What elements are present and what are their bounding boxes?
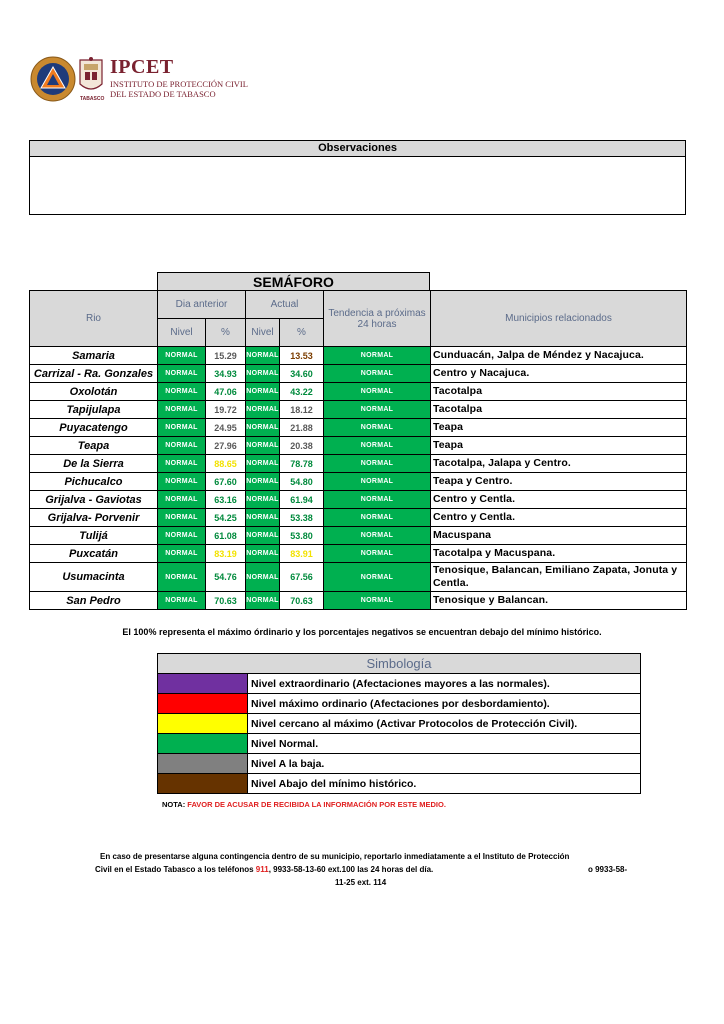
header-pct-anterior: % xyxy=(206,319,246,347)
simbologia-row xyxy=(158,774,641,794)
simbologia-row xyxy=(158,674,641,694)
header-municipios: Municipios relacionados xyxy=(431,291,687,347)
rio-name: Pichucalco xyxy=(30,473,158,491)
pct-actual: 53.38 xyxy=(280,509,324,527)
color-swatch xyxy=(158,674,248,694)
nivel-anterior: NORMAL xyxy=(158,491,206,509)
nivel-anterior: NORMAL xyxy=(158,473,206,491)
municipios: Centro y Centla. xyxy=(431,491,687,509)
tendencia: NORMAL xyxy=(324,491,431,509)
pct-anterior: 47.06 xyxy=(206,383,246,401)
nivel-anterior: NORMAL xyxy=(158,365,206,383)
table-row xyxy=(30,527,687,545)
pct-anterior: 15.29 xyxy=(206,347,246,365)
header-tendencia: Tendencia a próximas 24 horas xyxy=(324,291,431,347)
rio-name: Puxcatán xyxy=(30,545,158,563)
rio-name: Grijalva- Porvenir xyxy=(30,509,158,527)
tendencia: NORMAL xyxy=(324,347,431,365)
tabasco-crest-logo xyxy=(78,56,104,100)
semaforo-table xyxy=(29,290,687,610)
nivel-actual: NORMAL xyxy=(246,545,280,563)
color-swatch xyxy=(158,754,248,774)
simbologia-row xyxy=(158,754,641,774)
header-rio: Rio xyxy=(30,291,158,347)
municipios: Teapa y Centro. xyxy=(431,473,687,491)
table-row xyxy=(30,473,687,491)
tendencia: NORMAL xyxy=(324,401,431,419)
rio-name: Grijalva - Gaviotas xyxy=(30,491,158,509)
pct-actual: 53.80 xyxy=(280,527,324,545)
pct-anterior: 70.63 xyxy=(206,592,246,610)
header-actual: Actual xyxy=(246,291,324,319)
rio-name: Tulijá xyxy=(30,527,158,545)
footer-line1: En caso de presentarse alguna contingencia dentro de su municipio, reportarlo inmediatamente a el Instituto de Protección xyxy=(100,852,570,861)
rio-name: San Pedro xyxy=(30,592,158,610)
table-row xyxy=(30,491,687,509)
nota-prefix: NOTA: xyxy=(162,800,188,809)
tendencia: NORMAL xyxy=(324,419,431,437)
nivel-anterior: NORMAL xyxy=(158,563,206,592)
pct-actual: 18.12 xyxy=(280,401,324,419)
municipios: Tacotalpa y Macuspana. xyxy=(431,545,687,563)
municipios: Teapa xyxy=(431,419,687,437)
tendencia: NORMAL xyxy=(324,527,431,545)
nivel-anterior: NORMAL xyxy=(158,527,206,545)
footer-line2b: , 9933-58-13-60 ext.100 las 24 horas del día. xyxy=(268,865,434,874)
observaciones-box xyxy=(29,140,686,215)
crest-label: TABASCO xyxy=(80,96,105,102)
tendencia: NORMAL xyxy=(324,545,431,563)
pct-actual: 54.80 xyxy=(280,473,324,491)
tendencia: NORMAL xyxy=(324,383,431,401)
municipios: Macuspana xyxy=(431,527,687,545)
nivel-anterior: NORMAL xyxy=(158,401,206,419)
table-row xyxy=(30,401,687,419)
tendencia: NORMAL xyxy=(324,473,431,491)
municipios: Tacotalpa, Jalapa y Centro. xyxy=(431,455,687,473)
municipios: Tacotalpa xyxy=(431,383,687,401)
table-row xyxy=(30,563,687,592)
municipios: Centro y Nacajuca. xyxy=(431,365,687,383)
pct-actual: 20.38 xyxy=(280,437,324,455)
simbologia-row xyxy=(158,694,641,714)
org-name-line2: DEL ESTADO DE TABASCO xyxy=(110,89,216,99)
footer-line2a: Civil en el Estado Tabasco a los teléfonos xyxy=(95,865,256,874)
nivel-anterior: NORMAL xyxy=(158,545,206,563)
civil-protection-seal-logo xyxy=(30,56,76,102)
nivel-actual: NORMAL xyxy=(246,455,280,473)
nota-line xyxy=(162,800,446,809)
rio-name: Teapa xyxy=(30,437,158,455)
simbologia-row xyxy=(158,714,641,734)
percentage-note: El 100% representa el máximo órdinario y los porcentajes negativos se encuentran debajo del mínimo histórico. xyxy=(122,627,602,637)
rio-name: Puyacatengo xyxy=(30,419,158,437)
rio-name: Tapijulapa xyxy=(30,401,158,419)
rio-name: Oxolotán xyxy=(30,383,158,401)
semaforo-rows xyxy=(30,347,687,610)
rio-name: Usumacinta xyxy=(30,563,158,592)
header-nivel-actual: Nivel xyxy=(246,319,280,347)
org-acronym: IPCET xyxy=(110,56,174,78)
simbologia-label: Nivel Normal. xyxy=(248,734,641,754)
semaforo-title: SEMÁFORO xyxy=(157,272,430,290)
nivel-actual: NORMAL xyxy=(246,527,280,545)
nivel-actual: NORMAL xyxy=(246,347,280,365)
pct-anterior: 27.96 xyxy=(206,437,246,455)
header-pct-actual: % xyxy=(280,319,324,347)
table-row xyxy=(30,383,687,401)
table-row xyxy=(30,509,687,527)
pct-anterior: 83.19 xyxy=(206,545,246,563)
pct-anterior: 34.93 xyxy=(206,365,246,383)
pct-actual: 70.63 xyxy=(280,592,324,610)
nivel-actual: NORMAL xyxy=(246,437,280,455)
tendencia: NORMAL xyxy=(324,592,431,610)
pct-anterior: 24.95 xyxy=(206,419,246,437)
nivel-actual: NORMAL xyxy=(246,592,280,610)
color-swatch xyxy=(158,694,248,714)
observaciones-title: Observaciones xyxy=(30,141,685,157)
simbologia-items xyxy=(158,674,641,794)
color-swatch xyxy=(158,714,248,734)
pct-anterior: 54.25 xyxy=(206,509,246,527)
nivel-actual: NORMAL xyxy=(246,419,280,437)
simbologia-label: Nivel cercano al máximo (Activar Protocolos de Protección Civil). xyxy=(248,714,641,734)
pct-anterior: 61.08 xyxy=(206,527,246,545)
rio-name: Samaria xyxy=(30,347,158,365)
footer-phone-911: 911 xyxy=(255,865,269,874)
table-row xyxy=(30,592,687,610)
color-swatch xyxy=(158,774,248,794)
pct-anterior: 54.76 xyxy=(206,563,246,592)
simbologia-title: Simbología xyxy=(158,654,641,674)
nivel-anterior: NORMAL xyxy=(158,592,206,610)
nivel-actual: NORMAL xyxy=(246,509,280,527)
footer-line2 xyxy=(95,863,433,876)
nivel-actual: NORMAL xyxy=(246,473,280,491)
pct-anterior: 63.16 xyxy=(206,491,246,509)
nivel-anterior: NORMAL xyxy=(158,383,206,401)
table-row xyxy=(30,365,687,383)
nivel-actual: NORMAL xyxy=(246,563,280,592)
pct-actual: 61.94 xyxy=(280,491,324,509)
nivel-anterior: NORMAL xyxy=(158,509,206,527)
municipios: Tacotalpa xyxy=(431,401,687,419)
pct-anterior: 19.72 xyxy=(206,401,246,419)
tendencia: NORMAL xyxy=(324,563,431,592)
pct-actual: 21.88 xyxy=(280,419,324,437)
nivel-anterior: NORMAL xyxy=(158,419,206,437)
nivel-anterior: NORMAL xyxy=(158,347,206,365)
simbologia-table xyxy=(157,653,641,794)
tendencia: NORMAL xyxy=(324,509,431,527)
table-row xyxy=(30,455,687,473)
nivel-actual: NORMAL xyxy=(246,401,280,419)
nivel-actual: NORMAL xyxy=(246,365,280,383)
footer-line2c: o 9933-58- xyxy=(588,865,628,874)
header-nivel-anterior: Nivel xyxy=(158,319,206,347)
table-row xyxy=(30,545,687,563)
pct-actual: 43.22 xyxy=(280,383,324,401)
table-row xyxy=(30,419,687,437)
header-dia-anterior: Dia anterior xyxy=(158,291,246,319)
simbologia-label: Nivel máximo ordinario (Afectaciones por desbordamiento). xyxy=(248,694,641,714)
simbologia-label: Nivel A la baja. xyxy=(248,754,641,774)
nivel-anterior: NORMAL xyxy=(158,437,206,455)
tendencia: NORMAL xyxy=(324,437,431,455)
municipios: Tenosique y Balancan. xyxy=(431,592,687,610)
simbologia-label: Nivel extraordinario (Afectaciones mayores a las normales). xyxy=(248,674,641,694)
municipios: Tenosique, Balancan, Emiliano Zapata, Jonuta y Centla. xyxy=(431,563,687,592)
simbologia-row xyxy=(158,734,641,754)
color-swatch xyxy=(158,734,248,754)
nivel-actual: NORMAL xyxy=(246,383,280,401)
municipios: Teapa xyxy=(431,437,687,455)
municipios: Centro y Centla. xyxy=(431,509,687,527)
municipios: Cunduacán, Jalpa de Méndez y Nacajuca. xyxy=(431,347,687,365)
pct-actual: 13.53 xyxy=(280,347,324,365)
pct-actual: 34.60 xyxy=(280,365,324,383)
pct-actual: 78.78 xyxy=(280,455,324,473)
footer-line3: 11-25 ext. 114 xyxy=(335,878,387,887)
rio-name: De la Sierra xyxy=(30,455,158,473)
nivel-anterior: NORMAL xyxy=(158,455,206,473)
pct-anterior: 88.65 xyxy=(206,455,246,473)
pct-actual: 67.56 xyxy=(280,563,324,592)
tendencia: NORMAL xyxy=(324,455,431,473)
pct-actual: 83.91 xyxy=(280,545,324,563)
table-row xyxy=(30,437,687,455)
pct-anterior: 67.60 xyxy=(206,473,246,491)
nota-text: FAVOR DE ACUSAR DE RECIBIDA LA INFORMACIÓN POR ESTE MEDIO. xyxy=(187,800,446,809)
org-name-line1: INSTITUTO DE PROTECCIÓN CIVIL xyxy=(110,79,248,89)
nivel-actual: NORMAL xyxy=(246,491,280,509)
rio-name: Carrizal - Ra. Gonzales xyxy=(30,365,158,383)
table-row xyxy=(30,347,687,365)
simbologia-label: Nivel Abajo del mínimo histórico. xyxy=(248,774,641,794)
tendencia: NORMAL xyxy=(324,365,431,383)
